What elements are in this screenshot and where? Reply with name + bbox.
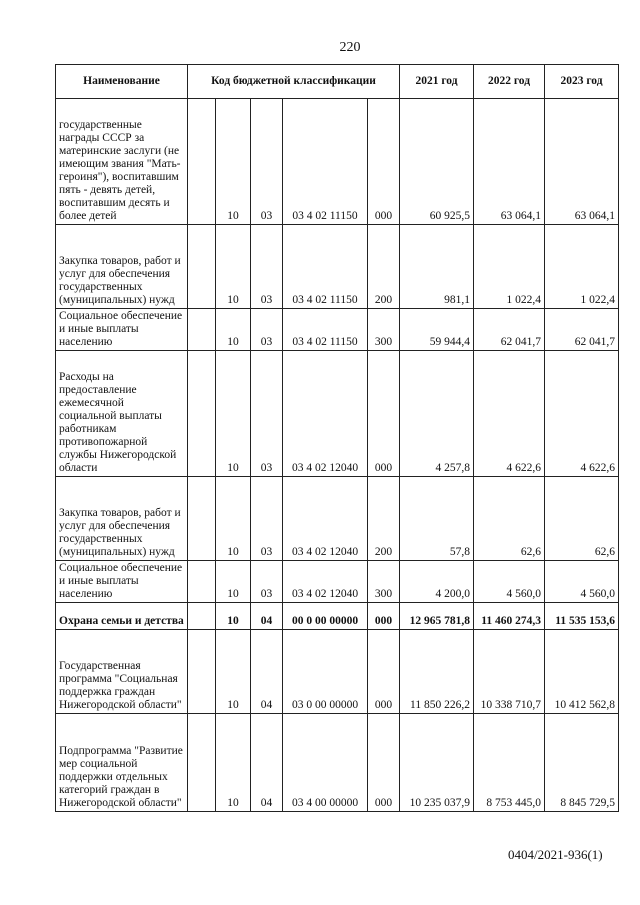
cell-2021: 11 850 226,2 [400,630,474,714]
cell-expense-type: 000 [368,630,400,714]
cell-blank [188,561,216,603]
cell-2022: 4 560,0 [474,561,545,603]
cell-name: Социальное обеспечение и иные выплаты населению [56,561,188,603]
table-row [56,225,619,309]
header-code: Код бюджетной классификации [188,65,400,99]
cell-blank [188,99,216,225]
document-code: 0404/2021-936(1) [508,847,603,862]
table-row [56,603,619,630]
cell-2022: 8 753 445,0 [474,714,545,812]
cell-expense-type: 200 [368,477,400,561]
cell-target-article: 03 4 02 11150 [283,225,368,309]
cell-2021: 12 965 781,8 [400,603,474,630]
cell-2021: 981,1 [400,225,474,309]
cell-target-article: 03 4 02 11150 [283,99,368,225]
cell-subsection: 04 [251,630,283,714]
cell-section: 10 [216,309,251,351]
cell-target-article: 03 4 02 12040 [283,477,368,561]
table-row [56,309,619,351]
cell-subsection: 03 [251,309,283,351]
table-row [56,561,619,603]
cell-section: 10 [216,351,251,477]
cell-2023: 63 064,1 [545,99,619,225]
cell-2023: 4 560,0 [545,561,619,603]
cell-name: Социальное обеспечение и иные выплаты населению [56,309,188,351]
cell-section: 10 [216,225,251,309]
cell-name: Подпрограмма "Развитие мер социальной поддержки отдельных категорий граждан в Нижегородской области" [56,714,188,812]
cell-expense-type: 000 [368,99,400,225]
cell-blank [188,630,216,714]
cell-target-article: 03 4 02 11150 [283,309,368,351]
cell-section: 10 [216,603,251,630]
cell-2021: 4 257,8 [400,351,474,477]
cell-subsection: 03 [251,477,283,561]
cell-2021: 4 200,0 [400,561,474,603]
cell-blank [188,603,216,630]
cell-name: Закупка товаров, работ и услуг для обеспечения государственных (муниципальных) нужд [56,225,188,309]
cell-2023: 11 535 153,6 [545,603,619,630]
cell-2022: 62,6 [474,477,545,561]
cell-blank [188,351,216,477]
cell-blank [188,309,216,351]
cell-2022: 4 622,6 [474,351,545,477]
cell-subsection: 03 [251,225,283,309]
cell-2022: 62 041,7 [474,309,545,351]
cell-2021: 10 235 037,9 [400,714,474,812]
cell-section: 10 [216,630,251,714]
cell-blank [188,477,216,561]
cell-target-article: 00 0 00 00000 [283,603,368,630]
cell-subsection: 04 [251,603,283,630]
table-header [56,65,619,99]
cell-expense-type: 000 [368,351,400,477]
table-row [56,630,619,714]
cell-target-article: 03 4 02 12040 [283,351,368,477]
cell-target-article: 03 4 00 00000 [283,714,368,812]
table-row [56,714,619,812]
cell-name: Охрана семьи и детства [56,603,188,630]
cell-2021: 60 925,5 [400,99,474,225]
cell-2023: 8 845 729,5 [545,714,619,812]
cell-2021: 59 944,4 [400,309,474,351]
cell-blank [188,714,216,812]
cell-expense-type: 000 [368,714,400,812]
table-row [56,99,619,225]
header-2022: 2022 год [474,65,545,99]
cell-section: 10 [216,561,251,603]
header-2023: 2023 год [545,65,619,99]
cell-subsection: 03 [251,351,283,477]
page-number: 220 [339,40,361,55]
cell-expense-type: 300 [368,309,400,351]
cell-expense-type: 300 [368,561,400,603]
table-row [56,351,619,477]
cell-subsection: 04 [251,714,283,812]
cell-subsection: 03 [251,99,283,225]
cell-expense-type: 200 [368,225,400,309]
cell-name: Расходы на предоставление ежемесячной социальной выплаты работникам противопожарной службы Нижегородской области [56,351,188,477]
cell-section: 10 [216,477,251,561]
cell-subsection: 03 [251,561,283,603]
header-name: Наименование [56,65,188,99]
cell-2021: 57,8 [400,477,474,561]
cell-name: государственные награды СССР за материнские заслуги (не имеющим звания "Мать-героиня"), воспитавшим пять - девять детей, воспитавшим десять и более детей [56,99,188,225]
cell-section: 10 [216,714,251,812]
cell-section: 10 [216,99,251,225]
header-2021: 2021 год [400,65,474,99]
cell-blank [188,225,216,309]
cell-2022: 11 460 274,3 [474,603,545,630]
cell-target-article: 03 4 02 12040 [283,561,368,603]
cell-2023: 10 412 562,8 [545,630,619,714]
cell-expense-type: 000 [368,603,400,630]
cell-target-article: 03 0 00 00000 [283,630,368,714]
table-row [56,477,619,561]
cell-2023: 62 041,7 [545,309,619,351]
cell-2022: 10 338 710,7 [474,630,545,714]
budget-table [55,64,619,812]
cell-2022: 63 064,1 [474,99,545,225]
cell-2023: 62,6 [545,477,619,561]
cell-name: Закупка товаров, работ и услуг для обеспечения государственных (муниципальных) нужд [56,477,188,561]
cell-2023: 1 022,4 [545,225,619,309]
cell-2023: 4 622,6 [545,351,619,477]
cell-2022: 1 022,4 [474,225,545,309]
cell-name: Государственная программа "Социальная поддержка граждан Нижегородской области" [56,630,188,714]
